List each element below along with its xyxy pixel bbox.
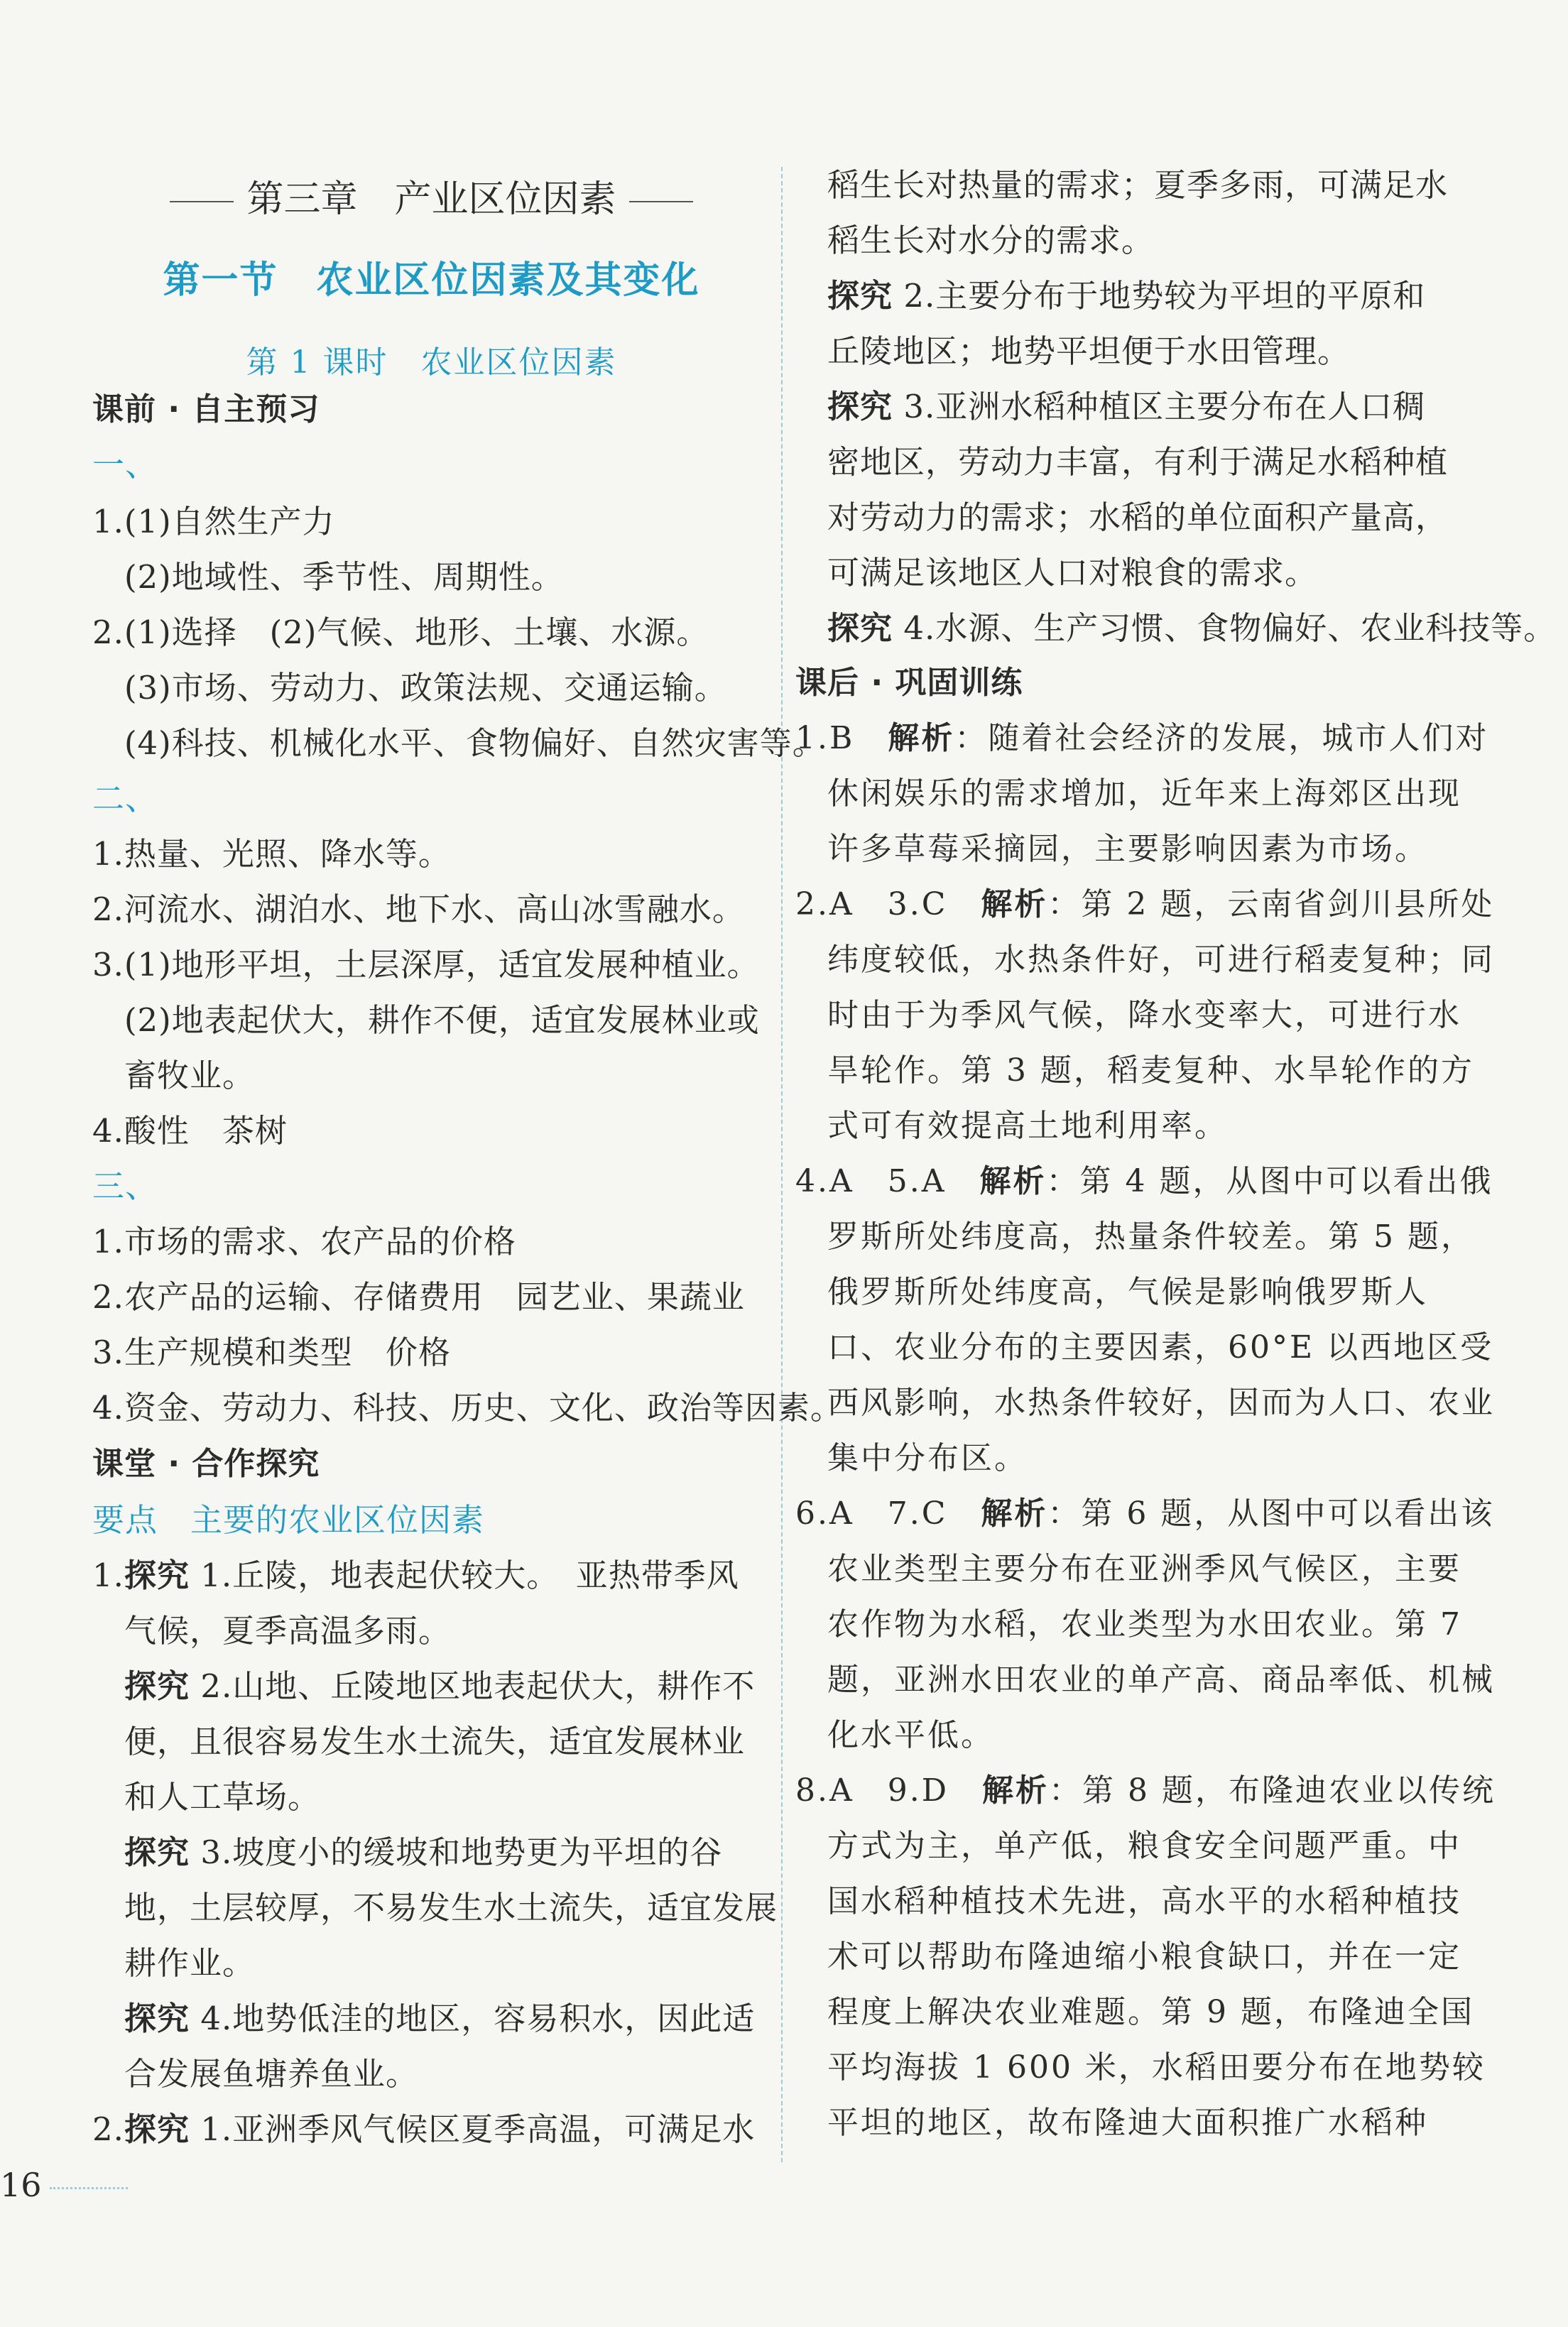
answer-line: 6.A 7.C 解析：第 6 题，从图中可以看出该 (795, 1495, 1495, 1532)
text-line: 平均海拔 1 600 米，水稻田要分布在地势较 (827, 2049, 1486, 2086)
answer-line: 4.A 5.A 解析：第 4 题，从图中可以看出俄 (795, 1163, 1493, 1199)
text-line: (2)地域性、季节性、周期性。 (124, 558, 564, 596)
text-line: 地，土层较厚，不易发生水土流失，适宜发展 (124, 1889, 778, 1927)
text-line: 1.(1)自然生产力 (92, 503, 335, 540)
text-line: 旱轮作。第 3 题，稻麦复种、水旱轮作的方 (827, 1052, 1474, 1089)
text-line: 4.酸性 茶树 (92, 1112, 288, 1150)
text-line: 方式为主，单产低，粮食安全问题严重。中 (827, 1828, 1461, 1864)
text-line: 4.资金、劳动力、科技、历史、文化、政治等因素。 (92, 1389, 843, 1427)
key-point-title: 要点 主要的农业区位因素 (92, 1501, 485, 1539)
text-line: 许多草莓采摘园，主要影响因素为市场。 (827, 831, 1428, 867)
text-line: 合发展鱼塘养鱼业。 (124, 2055, 419, 2093)
text-line: 集中分布区。 (827, 1440, 1028, 1476)
explore-line: 探究 4.地势低洼的地区，容易积水，因此适 (124, 2000, 756, 2037)
text-line: 农业类型主要分布在亚洲季风气候区，主要 (827, 1551, 1461, 1587)
text-line: (2)地表起伏大，耕作不便，适宜发展林业或 (124, 1001, 760, 1039)
text-line: 稻生长对热量的需求；夏季多雨，可满足水 (827, 166, 1449, 204)
text-line: 罗斯所处纬度高，热量条件较差。第 5 题， (827, 1219, 1474, 1255)
title-rule-left (170, 201, 234, 202)
explore-line: 2.探究 1.亚洲季风气候区夏季高温，可满足水 (92, 2110, 756, 2148)
text-line: 3.(1)地形平坦，土层深厚，适宜发展种植业。 (92, 946, 760, 983)
text-line: 可满足该地区人口对粮食的需求。 (827, 554, 1318, 592)
column-divider (781, 167, 783, 2162)
explore-line: 探究 2.主要分布于地势较为平坦的平原和 (827, 277, 1426, 315)
explore-line: 探究 2.山地、丘陵地区地表起伏大，耕作不 (124, 1667, 756, 1705)
part-label-3: 三、 (92, 1167, 158, 1205)
text-line: 丘陵地区；地势平坦便于水田管理。 (827, 332, 1351, 370)
chapter-title-text: 第三章 产业区位因素 (246, 178, 616, 221)
text-line: 便，且很容易发生水土流失，适宜发展林业 (124, 1723, 746, 1760)
answer-line: 8.A 9.D 解析：第 8 题，布隆迪农业以传统 (795, 1772, 1496, 1809)
text-line: 式可有效提高土地利用率。 (827, 1108, 1228, 1144)
explore-line: 1.探究 1.丘陵，地表起伏较大。 亚热带季风 (92, 1557, 739, 1594)
answer-line: 2.A 3.C 解析：第 2 题，云南省剑川县所处 (795, 886, 1495, 922)
part-label-2: 二、 (92, 780, 158, 817)
text-line: 2.(1)选择 (2)气候、地形、土壤、水源。 (92, 614, 709, 651)
page-number-dots (50, 2187, 128, 2189)
text-line: 和人工草场。 (124, 1778, 321, 1816)
text-line: (4)科技、机械化水平、食物偏好、自然灾害等。 (124, 724, 825, 762)
text-line: 农作物为水稻，农业类型为水田农业。第 7 (827, 1606, 1462, 1642)
title-rule-right (629, 201, 693, 202)
section-title: 第一节 农业区位因素及其变化 (163, 258, 700, 302)
chapter-title (92, 169, 771, 222)
text-line: 程度上解决农业难题。第 9 题，布隆迪全国 (827, 1994, 1474, 2030)
text-line: 国水稻种植技术先进，高水平的水稻种植技 (827, 1883, 1461, 1919)
text-line: (3)市场、劳动力、政策法规、交通运输。 (124, 669, 727, 707)
text-line: 题，亚洲水田农业的单产高、商品率低、机械 (827, 1662, 1495, 1698)
heading-preview: 课前 · 自主预习 (92, 391, 320, 427)
text-line: 畜牧业。 (124, 1057, 256, 1094)
text-line: 1.热量、光照、降水等。 (92, 835, 451, 873)
text-line: 耕作业。 (124, 1944, 256, 1982)
text-line: 口、农业分布的主要因素，60°E 以西地区受 (827, 1329, 1494, 1366)
part-label-1: 一、 (92, 446, 158, 484)
text-line: 2.河流水、湖泊水、地下水、高山冰雪融水。 (92, 890, 745, 928)
explore-line: 探究 3.坡度小的缓坡和地势更为平坦的谷 (124, 1833, 723, 1871)
text-line: 俄罗斯所处纬度高，气候是影响俄罗斯人 (827, 1274, 1428, 1310)
text-line: 对劳动力的需求；水稻的单位面积产量高， (827, 498, 1449, 536)
text-line: 时由于为季风气候，降水变率大，可进行水 (827, 997, 1461, 1033)
text-line: 气候，夏季高温多雨。 (124, 1612, 452, 1650)
heading-after-class: 课后 · 巩固训练 (795, 665, 1023, 701)
answer-line: 1.B 解析：随着社会经济的发展，城市人们对 (795, 720, 1489, 756)
lesson-title: 第 1 课时 农业区位因素 (246, 344, 617, 381)
page-number: 16 (0, 2166, 42, 2204)
heading-class: 课堂 · 合作探究 (92, 1446, 320, 1482)
explore-line: 探究 3.亚洲水稻种植区主要分布在人口稠 (827, 388, 1426, 425)
text-line: 1.市场的需求、农产品的价格 (92, 1223, 516, 1260)
text-line: 稻生长对水分的需求。 (827, 222, 1155, 259)
text-line: 平坦的地区，故布隆迪大面积推广水稻种 (827, 2105, 1428, 2141)
text-line: 3.生产规模和类型 价格 (92, 1334, 451, 1371)
text-line: 西风影响，水热条件较好，因而为人口、农业 (827, 1385, 1495, 1421)
text-line: 术可以帮助布隆迪缩小粮食缺口，并在一定 (827, 1939, 1461, 1975)
text-line: 2.农产品的运输、存储费用 园艺业、果蔬业 (92, 1278, 745, 1316)
text-line: 纬度较低，水热条件好，可进行稻麦复种；同 (827, 942, 1495, 978)
text-line: 休闲娱乐的需求增加，近年来上海郊区出现 (827, 775, 1461, 812)
text-line: 密地区，劳动力丰富，有利于满足水稻种植 (827, 443, 1449, 481)
explore-line: 探究 4.水源、生产习惯、食物偏好、农业科技等。 (827, 609, 1557, 647)
text-line: 化水平低。 (827, 1717, 994, 1753)
